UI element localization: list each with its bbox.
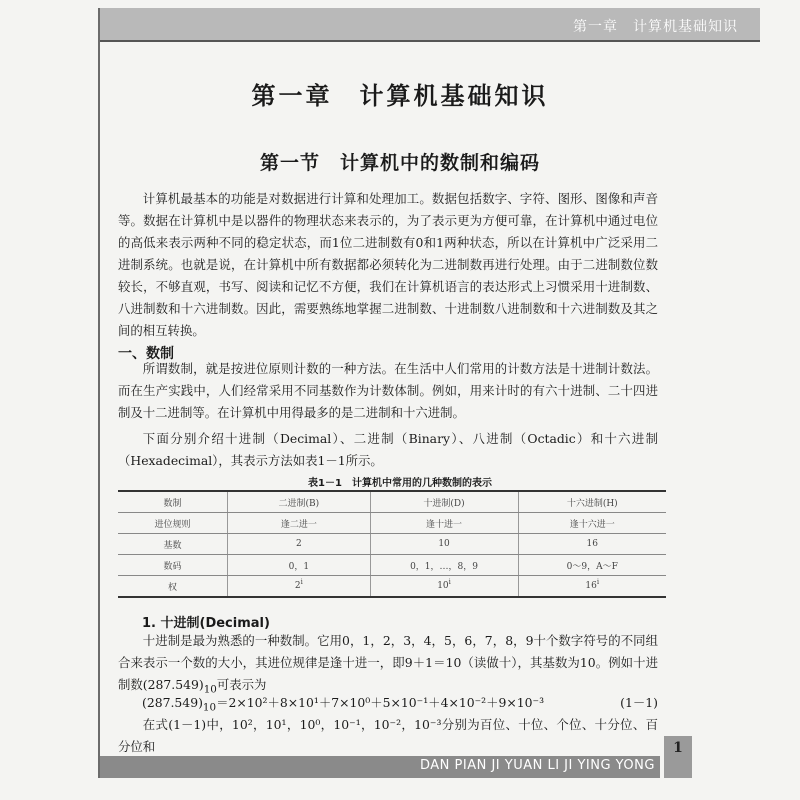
table-header-cell: 二进制(B) bbox=[228, 491, 370, 513]
number-system-table bbox=[118, 490, 666, 598]
table-cell: 逢十六进一 bbox=[518, 513, 666, 534]
table-cell: 数码 bbox=[118, 555, 228, 576]
weight-base: 10 bbox=[437, 581, 449, 591]
subheading-decimal: 1. 十进制(Decimal) bbox=[142, 616, 270, 631]
paragraph-table-intro: 下面分别介绍十进制（Decimal）、二进制（Binary）、八进制（Octadic）和十六进制（Hexadecimal），其表示方法如表1－1所示。 bbox=[118, 431, 658, 468]
table-cell: 基数 bbox=[118, 534, 228, 555]
footer-text: DAN PIAN JI YUAN LI JI YING YONG bbox=[420, 758, 655, 773]
table-cell bbox=[518, 576, 666, 598]
table-caption: 表1－1 计算机中常用的几种数制的表示 bbox=[308, 478, 492, 489]
paragraph-decimal bbox=[118, 630, 658, 700]
formula-subscript: 10 bbox=[202, 701, 217, 714]
table-row bbox=[118, 576, 666, 598]
table-header-cell: 数制 bbox=[118, 491, 228, 513]
subscript: 10 bbox=[203, 683, 217, 696]
table-cell: 16 bbox=[518, 534, 666, 555]
weight-base: 2 bbox=[294, 581, 301, 591]
table-cell: 进位规则 bbox=[118, 513, 228, 534]
table-header-cell: 十进制(D) bbox=[370, 491, 518, 513]
weight-exponent: i bbox=[448, 578, 451, 586]
section-title: 第一节 计算机中的数制和编码 bbox=[259, 152, 540, 174]
formula-rhs: ＝2×10²＋8×10¹＋7×10⁰＋5×10⁻¹＋4×10⁻²＋9×10⁻³ bbox=[216, 695, 545, 710]
table-cell: 0～9，A～F bbox=[518, 555, 666, 576]
weight-base: 16 bbox=[585, 581, 597, 591]
table-cell: 2 bbox=[228, 534, 370, 555]
table-header-row bbox=[118, 491, 666, 513]
subheading-number-system: 一、数制 bbox=[118, 346, 174, 362]
paragraph-decimal-text: 十进制是最为熟悉的一种数制。它用0，1，2，3，4，5，6，7，8，9十个数字符号的不同组合来表示一个数的大小，其进位规律是逢十进一，即9＋1＝10（读做十），其基数为10。例如十进制数(287.549) bbox=[118, 633, 658, 692]
table-row bbox=[118, 513, 666, 534]
formula-lhs: (287.549) bbox=[142, 695, 203, 710]
running-header: 第一章 计算机基础知识 bbox=[573, 19, 738, 35]
chapter-title: 第一章 计算机基础知识 bbox=[251, 82, 549, 110]
left-rule bbox=[98, 8, 100, 778]
table-cell: 权 bbox=[118, 576, 228, 598]
paragraph-number-system: 所谓数制，就是按进位原则计数的一种方法。在生活中人们常用的计数方法是十进制计数法。而在生产实践中，人们经常采用不同基数作为计数体制。例如，用来计时的有六十进制、二十四进制及十二进制等。在计算机中用得最多的是二进制和十六进制。 bbox=[118, 361, 658, 420]
page-number-box bbox=[664, 736, 692, 778]
paragraph-intro: 计算机最基本的功能是对数据进行计算和处理加工。数据包括数字、字符、图形、图像和声音等。数据在计算机中是以器件的物理状态来表示的，为了表示更为方便可靠，在计算机中通过电位的高低来表示两种不同的稳定状态，而1位二进制数有0和1两种状态，所以在计算机中广泛采用二进制系统。也就是说，在计算机中所有数据都必须转化为二进制数再进行处理。由于二进制数位数较长，不够直观，书写、阅读和记忆不方便，我们在计算机语言的表达形式上习惯采用十进制数、八进制数和十六进制数。因此，需要熟练地掌握二进制数、十进制数八进制数和十六进制数及其之间的相互转换。 bbox=[118, 191, 658, 338]
table-cell bbox=[370, 576, 518, 598]
table-row bbox=[118, 555, 666, 576]
table-cell: 0，1，…，8，9 bbox=[370, 555, 518, 576]
table-cell: 逢十进一 bbox=[370, 513, 518, 534]
paragraph-decimal-tail: 可表示为 bbox=[216, 677, 267, 692]
table-header-cell: 十六进制(H) bbox=[518, 491, 666, 513]
weight-exponent: i bbox=[300, 578, 303, 586]
paragraph-place-values: 在式(1－1)中，10²，10¹，10⁰，10⁻¹，10⁻²，10⁻³分别为百位、十位、个位、十分位、百分位和 bbox=[118, 717, 658, 754]
table-cell: 逢二进一 bbox=[228, 513, 370, 534]
weight-exponent: i bbox=[596, 578, 600, 586]
table-cell: 10 bbox=[370, 534, 518, 555]
table-cell: 0，1 bbox=[228, 555, 370, 576]
table-cell bbox=[228, 576, 370, 598]
table-row bbox=[118, 534, 666, 555]
page-number: 1 bbox=[673, 740, 683, 756]
formula-number: (1－1) bbox=[620, 695, 658, 710]
